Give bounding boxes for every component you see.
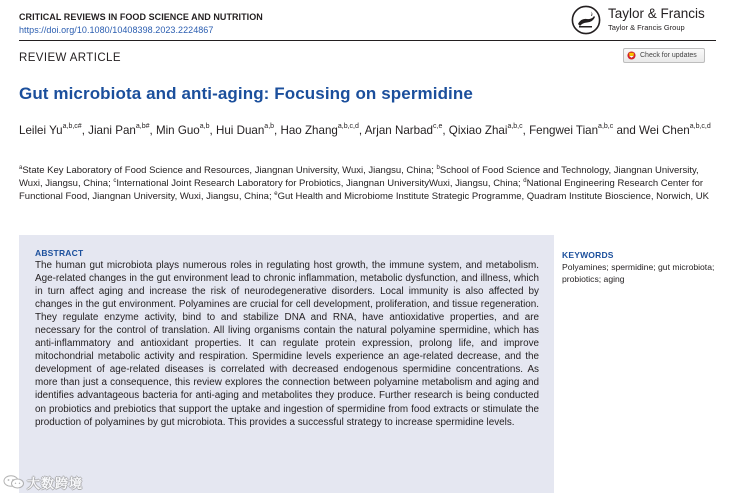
affiliation-text: Gut Health and Microbiome Institute Strategic Programme, Quadram Institute Bioscience, Norwich, UK: [277, 191, 709, 203]
author-separator: ,: [149, 124, 156, 137]
author-name: Hui Duan: [215, 124, 265, 137]
author-separator: ,: [274, 124, 281, 137]
publisher-group: Taylor & Francis Group: [608, 23, 685, 32]
author-separator: ,: [442, 124, 449, 137]
author-separator: ,: [522, 124, 530, 137]
affiliation-text: International Joint Research Laboratory for Probiotics, Jiangnan UniversityWuxi, Jiangsu, China;: [116, 178, 524, 190]
author-affiliation-marker: a,b,c: [507, 123, 523, 131]
author-affiliation-marker: a,b,c: [598, 123, 614, 131]
author-name: Leilei Yu: [19, 124, 63, 137]
author-affiliation-marker: a,b,c,d: [337, 123, 359, 131]
publisher-brand[interactable]: [571, 3, 721, 37]
abstract-heading: ABSTRACT: [35, 248, 84, 258]
check-for-updates-button[interactable]: [623, 48, 705, 63]
author-affiliation-marker: a,b: [199, 123, 210, 131]
affiliation-marker: b: [436, 164, 440, 171]
affiliation-marker: d: [523, 178, 527, 185]
author-affiliation-marker: a,b,c,d: [689, 123, 711, 131]
watermark-text: 大数跨境: [27, 475, 84, 491]
affiliation-text: State Key Laboratory of Food Science and Resources, Jiangnan University, Wuxi, Jiangsu, China;: [22, 165, 437, 176]
author-name: Qixiao Zhai: [448, 124, 508, 137]
affiliation-text: National Engineering Research Center for Functional Food, Jiangnan University, Wuxi, Jiangsu, China;: [19, 178, 704, 203]
author-list: [19, 121, 719, 140]
author-name: Arjan Narbad: [364, 124, 433, 137]
author-name: Fengwei Tian: [529, 124, 599, 137]
publisher-name: Taylor & Francis: [608, 6, 705, 21]
header-divider: [19, 40, 716, 41]
author-affiliation-marker: a,b,c#: [62, 123, 82, 131]
watermark: [3, 472, 83, 492]
author-separator: ,: [358, 124, 365, 137]
keywords-text: Polyamines; spermidine; gut microbiota; probiotics; aging: [562, 262, 715, 284]
author-separator: and: [613, 124, 640, 137]
author-separator: ,: [81, 124, 89, 137]
affiliation-marker: c: [113, 178, 117, 185]
abstract-text: The human gut microbiota plays numerous roles in regulating host growth, the immune system, and metabolism. Age-related changes in the gut environment lead to chronic inflammation, metabolic dysfunction, and illness, which in turn affect aging and increase the risk of neurodegenerative disorders. Local immunity is also affected by changes in the gut environment. Polyamines are crucial for cell development, proliferation, and tissue regeneration. They regulate enzyme activity, bind to and stabilize DNA and RNA, have antioxidative properties, and are necessary for the control of translation. All living organisms contain the natural polyamine spermidine, which has anti-inflammatory and antioxidant properties. It can regulate protein expression, prolong life, and improve mitochondrial metabolic activity and respiration. Spermidine levels experience an age-related decrease, and the development of age-related diseases is correlated with decreased endogenous spermidine concentrations. As more than just a consequence, this review explores the connection between polyamine metabolism and aging and identifies advantageous bacteria for anti-aging and metabolites they produce. Further research is being conducted on probiotics and prebiotics that support the uptake and ingestion of spermidine from food extracts or stimulate the production of polyamines by gut microbiota. This provides a successful strategy to increase spermidine levels.: [35, 260, 539, 428]
article-title: Gut microbiota and anti-aging: Focusing on spermidine: [19, 84, 473, 103]
article-type: REVIEW ARTICLE: [19, 52, 121, 64]
affiliation-text: School of Food Science and Technology, Jiangnan University, Wuxi, Jiangsu, China;: [19, 165, 699, 190]
journal-header: [19, 11, 263, 37]
journal-name: CRITICAL REVIEWS IN FOOD SCIENCE AND NUTRITION: [19, 12, 263, 22]
crossmark-icon: [627, 51, 636, 60]
wechat-logo-icon: [3, 475, 25, 489]
author-name: Jiani Pan: [88, 124, 136, 137]
author-name: Hao Zhang: [280, 124, 338, 137]
author-name: Min Guo: [155, 124, 200, 137]
check-for-updates-label: Check for updates: [640, 52, 697, 59]
keywords-heading: KEYWORDS: [562, 250, 614, 260]
author-name: Wei Chen: [639, 124, 690, 137]
author-separator: ,: [209, 124, 216, 137]
affiliations: [19, 164, 713, 204]
author-affiliation-marker: a,b: [264, 123, 275, 131]
doi-link[interactable]: https://doi.org/10.1080/10408398.2023.2224867: [19, 25, 214, 35]
affiliation-marker: a: [19, 164, 23, 171]
tf-lamp-logo-icon: [571, 5, 601, 35]
affiliation-marker: e: [274, 191, 278, 198]
author-affiliation-marker: c,e: [433, 123, 443, 131]
author-affiliation-marker: a,b#: [135, 123, 150, 131]
